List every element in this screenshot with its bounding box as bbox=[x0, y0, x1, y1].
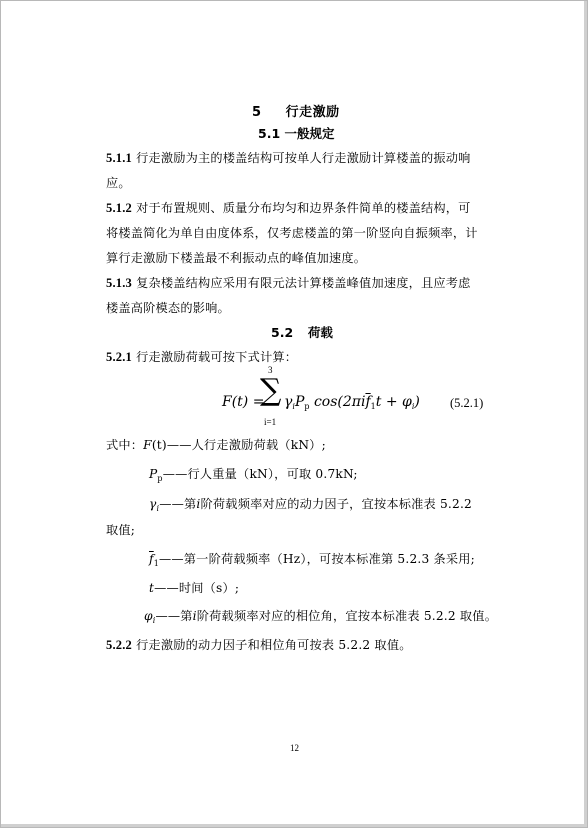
section-number: 5.2 bbox=[271, 325, 294, 340]
sum-upper-limit: 3 bbox=[268, 365, 273, 375]
phi-description-end: 阶荷载频率对应的相位角，宜按本标准表 5.2.2 取值。 bbox=[196, 609, 498, 623]
clause-5-1-3-line1 bbox=[106, 274, 471, 291]
where-intro: 式中： bbox=[106, 438, 144, 452]
page-shadow-right bbox=[584, 1, 587, 827]
cos-open: (2πi bbox=[337, 394, 366, 410]
clause-text: 行走激励的动力因子和相位角可按表 5.2.2 取值。 bbox=[136, 638, 412, 652]
equation-lhs: F(t) = bbox=[222, 394, 265, 410]
section-heading-5-2 bbox=[271, 323, 333, 341]
t-symbol: t bbox=[149, 581, 155, 595]
p-symbol: P bbox=[294, 394, 305, 410]
phi-symbol: φ bbox=[144, 609, 153, 623]
sum-lower-limit: i=1 bbox=[264, 417, 277, 427]
clause-5-1-1-line1 bbox=[106, 149, 471, 166]
clause-5-1-3-line2: 楼盖高阶模态的影响。 bbox=[106, 301, 230, 315]
clause-text: 对于布置规则、质量分布均匀和边界条件简单的楼盖结构，可 bbox=[136, 201, 471, 215]
f-bar-symbol: $\overline{f}$ bbox=[365, 394, 371, 410]
cos-middle: t + φ bbox=[375, 394, 412, 410]
section-title: 荷载 bbox=[307, 325, 333, 340]
phi-description-start: ——第 bbox=[155, 609, 193, 623]
gamma-symbol: γ bbox=[284, 394, 293, 410]
equation-rhs bbox=[284, 394, 420, 411]
section-number: 5.1 bbox=[258, 126, 281, 141]
clause-5-1-2-line1 bbox=[106, 199, 471, 216]
cos-function: cos bbox=[313, 394, 338, 410]
chapter-number: 5 bbox=[252, 105, 262, 120]
phi-subscript: i bbox=[411, 402, 415, 411]
where-gamma bbox=[149, 495, 472, 513]
clause-number: 5.2.2 bbox=[106, 638, 132, 652]
where-F bbox=[106, 436, 326, 453]
f-subscript: 1 bbox=[153, 559, 160, 568]
clause-5-2-2 bbox=[106, 636, 412, 653]
phi-subscript: i bbox=[152, 616, 156, 625]
phi-description-i: i bbox=[192, 609, 197, 623]
gamma-description-start: ——第 bbox=[159, 497, 197, 511]
F-symbol: F bbox=[143, 438, 152, 452]
clause-number: 5.1.2 bbox=[106, 201, 132, 215]
t-description: ——时间（s）; bbox=[154, 581, 240, 595]
P-description: ——行人重量（kN），可取 0.7kN; bbox=[162, 467, 358, 481]
gamma-subscript: i bbox=[292, 402, 295, 411]
F-description: ——人行走激励荷载（kN）; bbox=[166, 438, 326, 452]
where-gamma-continued: 取值; bbox=[106, 523, 136, 537]
clause-number: 5.1.1 bbox=[106, 151, 132, 165]
clause-number: 5.1.3 bbox=[106, 276, 132, 290]
f-bar-symbol: $\overline{f}$ bbox=[149, 552, 154, 566]
section-heading-5-1 bbox=[258, 124, 335, 142]
summation-sign: ∑ bbox=[260, 373, 282, 408]
gamma-description-i: i bbox=[196, 497, 201, 511]
P-subscript: p bbox=[157, 474, 163, 483]
F-args: (t) bbox=[151, 438, 167, 452]
section-title: 一般规定 bbox=[284, 126, 335, 141]
equation-number: (5.2.1) bbox=[450, 396, 484, 410]
clause-text: 复杂楼盖结构应采用有限元法计算楼盖峰值加速度，且应考虑 bbox=[136, 276, 471, 290]
chapter-heading bbox=[252, 101, 340, 120]
where-t bbox=[149, 579, 239, 596]
gamma-description-end: 阶荷载频率对应的动力因子，宜按本标准表 5.2.2 bbox=[200, 497, 472, 511]
f-subscript: 1 bbox=[370, 402, 376, 411]
where-f bbox=[149, 550, 475, 568]
chapter-title: 行走激励 bbox=[285, 105, 340, 120]
page-number: 12 bbox=[290, 743, 299, 753]
clause-5-1-2-line3: 算行走激励下楼盖最不利振动点的峰值加速度。 bbox=[106, 251, 367, 265]
P-symbol: P bbox=[149, 467, 158, 481]
clause-text: 行走激励为主的楼盖结构可按单人行走激励计算楼盖的振动响 bbox=[136, 151, 471, 165]
clause-5-2-1 bbox=[106, 348, 297, 365]
clause-number: 5.2.1 bbox=[106, 350, 132, 364]
gamma-symbol: γ bbox=[149, 497, 157, 511]
clause-text: 行走激励荷载可按下式计算： bbox=[136, 350, 298, 364]
gamma-subscript: i bbox=[156, 504, 160, 513]
where-P bbox=[149, 465, 358, 483]
p-subscript: p bbox=[304, 402, 310, 411]
f-description: ——第一阶荷载频率（Hz），可按本标准第 5.2.3 条采用; bbox=[159, 552, 475, 566]
clause-5-1-2-line2: 将楼盖简化为单自由度体系，仅考虑楼盖的第一阶竖向自振频率，计 bbox=[106, 226, 478, 240]
cos-close: ) bbox=[414, 394, 420, 410]
clause-5-1-1-line2: 应。 bbox=[106, 176, 131, 190]
page-shadow-bottom bbox=[1, 824, 587, 827]
where-phi bbox=[144, 607, 497, 625]
